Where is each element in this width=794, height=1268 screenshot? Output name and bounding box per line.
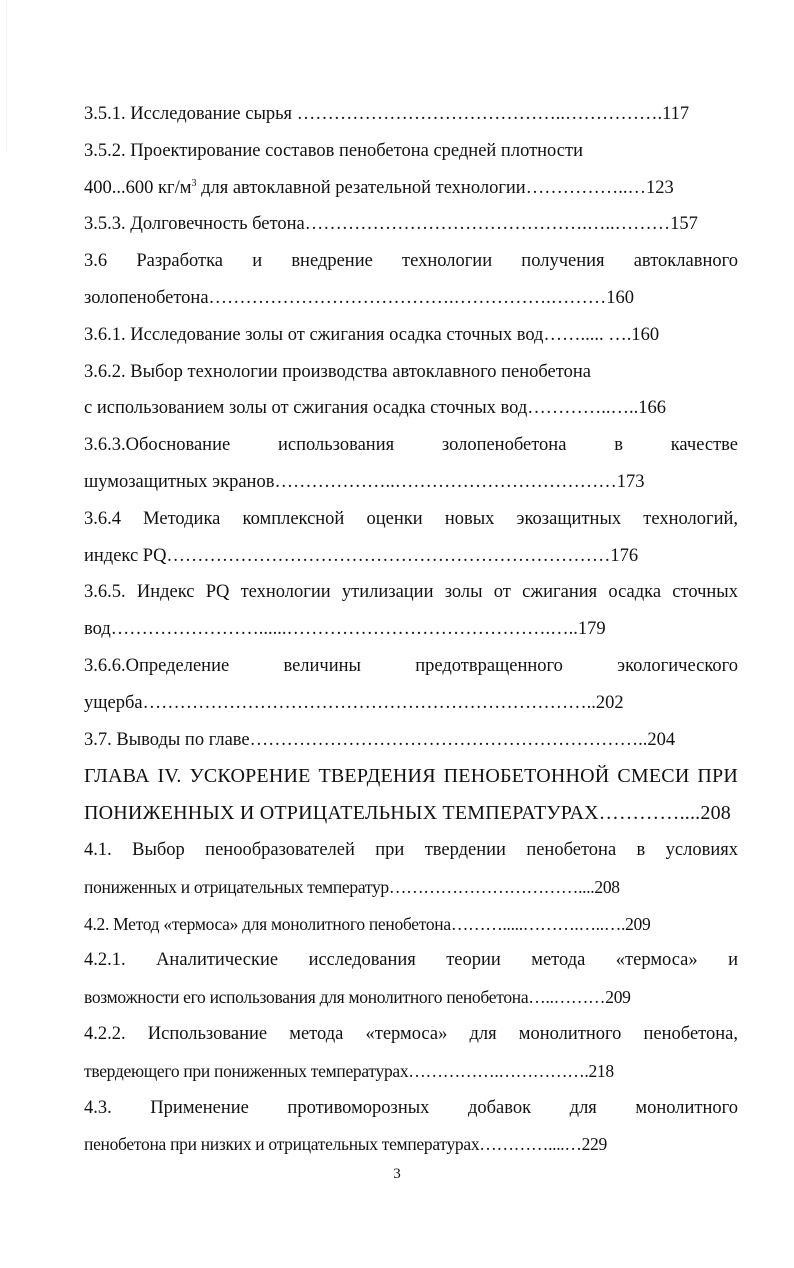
superscript-3: 3 [191, 177, 197, 189]
toc-entry-3-5-2-line1[interactable]: 3.5.2. Проектирование составов пенобетона средней плотности [84, 140, 583, 161]
toc-entry-3-5-3[interactable]: 3.5.3. Долговечность бетона……………………………………….…..………157 [84, 214, 698, 235]
toc-entry-4-1-line1[interactable]: 4.1. Выбор пенообразователей при твердении пенобетона в условиях [84, 839, 738, 860]
page-number: 3 [393, 1166, 401, 1182]
toc-chapter-4-line2[interactable]: ПОНИЖЕННЫХ И ОТРИЦАТЕЛЬНЫХ ТЕМПЕРАТУРАХ…………....208 [84, 802, 731, 825]
toc-entry-3-6-line2[interactable]: золопенобетона………………………………….…………….………160 [84, 287, 635, 308]
toc-entry-3-6-4-line1[interactable]: 3.6.4 Методика комплексной оценки новых экозащитных технологий, [84, 508, 738, 529]
toc-entry-3-6-3-line2[interactable]: шумозащитных экранов………………..………………………………173 [84, 471, 645, 492]
toc-entry-3-5-1[interactable]: 3.5.1. Исследование сырья ……………………………………..…………….117 [84, 104, 690, 124]
toc-entry-4-2-1-line2[interactable]: возможности его использования для монолитного пенобетона…..………209 [84, 987, 631, 1008]
toc-entry-3-6-6-line2[interactable]: ущерба………………………………………………………………..202 [84, 692, 624, 713]
toc-entry-3-6-1[interactable]: 3.6.1. Исследование золы от сжигания осадка сточных вод……..... ….160 [84, 324, 660, 345]
toc-entry-3-7[interactable]: 3.7. Выводы по главе………………………………………………………..204 [84, 729, 676, 750]
toc-entry-4-2-2-line2[interactable]: твердеющего при пониженных температурах…………….…………….218 [84, 1060, 614, 1081]
toc-entry-4-2-2-line1[interactable]: 4.2.2. Использование метода «термоса» для монолитного пенобетона, [84, 1023, 738, 1044]
toc-entry-3-6-line1[interactable]: 3.6 Разработка и внедрение технологии получения автоклавного [84, 251, 738, 272]
toc-entry-3-6-6-line1[interactable]: 3.6.6.Определение величины предотвращенного экологического [84, 655, 738, 676]
table-of-contents [84, 96, 738, 1163]
toc-text: 400...600 кг/м [84, 177, 192, 198]
toc-entry-4-2[interactable]: 4.2. Метод «термоса» для монолитного пенобетона……….....……….…..….209 [84, 913, 651, 934]
toc-entry-3-6-5-line2[interactable]: вод……………………......…………………………………….…..179 [84, 619, 606, 640]
toc-entry-3-5-2-line2[interactable] [84, 170, 738, 207]
toc-entry-3-6-5-line1[interactable]: 3.6.5. Индекс PQ технологии утилизации золы от сжигания осадка сточных [84, 582, 738, 603]
toc-entry-3-6-3-line1[interactable]: 3.6.3.Обоснование использования золопенобетона в качестве [84, 435, 738, 456]
scan-edge-mark [6, 0, 7, 150]
toc-entry-4-3-line1[interactable]: 4.3. Применение противоморозных добавок для монолитного [84, 1097, 738, 1118]
toc-entry-3-6-2-line2[interactable]: с использованием золы от сжигания осадка сточных вод…………..…..166 [84, 398, 666, 419]
toc-chapter-4-line1[interactable]: ГЛАВА IV. УСКОРЕНИЕ ТВЕРДЕНИЯ ПЕНОБЕТОННОЙ СМЕСИ ПРИ [84, 765, 738, 788]
toc-entry-4-1-line2[interactable]: пониженных и отрицательных температур……………………………....208 [84, 876, 620, 897]
toc-entry-4-2-1-line1[interactable]: 4.2.1. Аналитические исследования теории метода «термоса» и [84, 950, 738, 971]
toc-text: для автоклавной резательной технологии……………..…123 [196, 177, 674, 198]
toc-entry-3-6-4-line2[interactable]: индекс PQ………………………………………………………………176 [84, 545, 639, 566]
toc-entry-4-3-line2[interactable]: пенобетона при низких и отрицательных температурах…………....…229 [84, 1134, 607, 1155]
toc-entry-3-6-2-line1[interactable]: 3.6.2. Выбор технологии производства автоклавного пенобетона [84, 361, 591, 382]
